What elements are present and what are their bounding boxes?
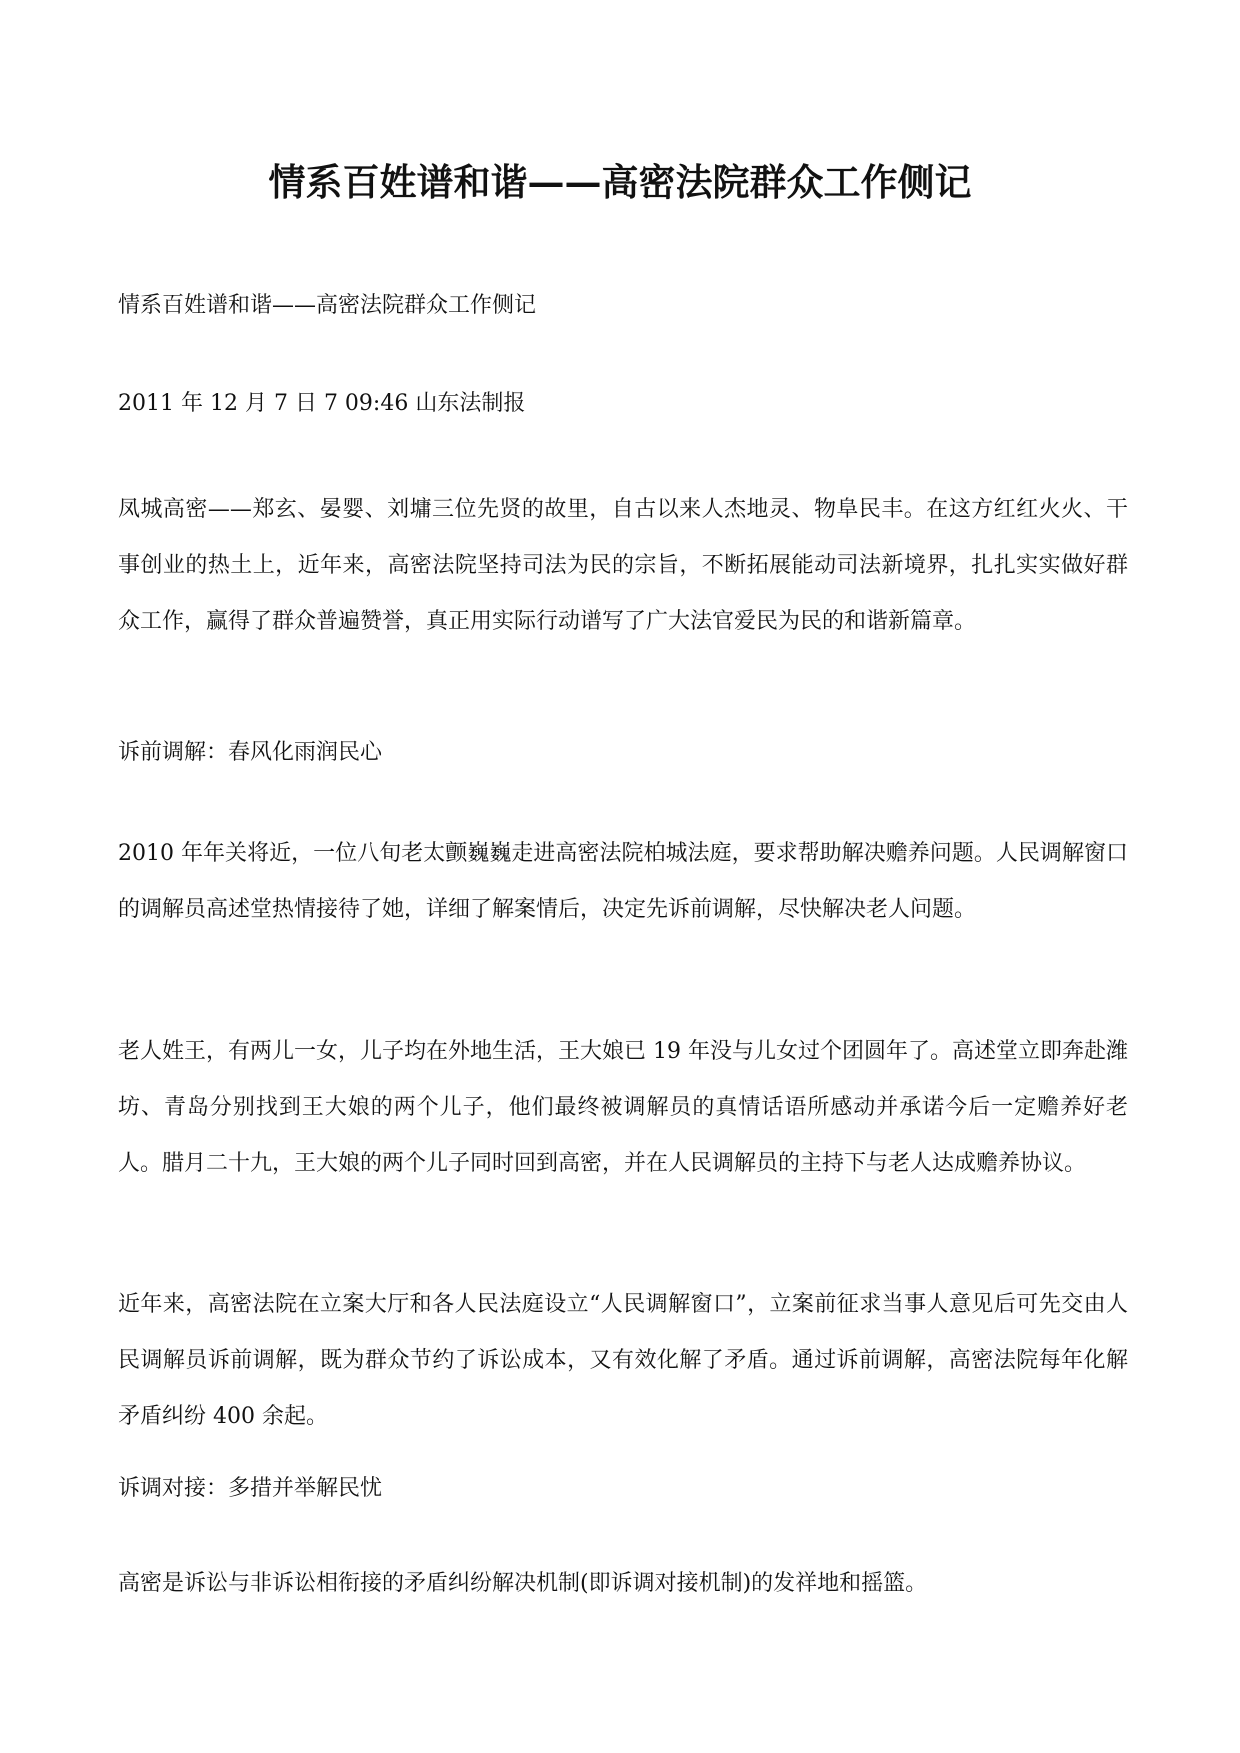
document-title: 情系百姓谱和谐——高密法院群众工作侧记 xyxy=(268,160,972,204)
paragraph-story-1: 2010 年年关将近，一位八旬老太颤巍巍走进高密法院柏城法庭，要求帮助解决赡养问题。人民调解窗口的调解员高述堂热情接待了她，详细了解案情后，决定先诉前调解，尽快解决老人问题。 xyxy=(118,841,1128,922)
paragraph-mediation-window: 近年来，高密法院在立案大厅和各人民法庭设立“人民调解窗口”，立案前征求当事人意见后可先交由人民调解员诉前调解，既为群众节约了诉讼成本，又有效化解了矛盾。通过诉前调解，高密法院每年化解矛盾纠纷 400 余起。 xyxy=(118,1292,1128,1429)
paragraph-story-2: 老人姓王，有两儿一女，儿子均在外地生活，王大娘已 19 年没与儿女过个团圆年了。高述堂立即奔赴潍坊、青岛分别找到王大娘的两个儿子，他们最终被调解员的真情话语所感动并承诺今后一定赡养好老人。腊月二十九，王大娘的两个儿子同时回到高密，并在人民调解员的主持下与老人达成赡养协议。 xyxy=(118,1039,1128,1176)
article-dateline: 2011 年 12 月 7 日 7 09:46 山东法制报 xyxy=(118,391,526,416)
section-heading-pre-litigation-mediation: 诉前调解：春风化雨润民心 xyxy=(118,740,383,765)
paragraph-intro: 凤城高密——郑玄、晏婴、刘墉三位先贤的故里，自古以来人杰地灵、物阜民丰。在这方红红火火、干事创业的热土上，近年来，高密法院坚持司法为民的宗旨，不断拓展能动司法新境界，扎扎实实做好群众工作，赢得了群众普遍赞誉，真正用实际行动谱写了广大法官爱民为民的和谐新篇章。 xyxy=(118,497,1128,634)
paragraph-last: 高密是诉讼与非诉讼相衔接的矛盾纠纷解决机制(即诉调对接机制)的发祥地和摇篮。 xyxy=(118,1571,928,1596)
article-subtitle: 情系百姓谱和谐——高密法院群众工作侧记 xyxy=(118,293,537,318)
section-heading-litigation-mediation-link: 诉调对接：多措并举解民忧 xyxy=(118,1476,383,1501)
